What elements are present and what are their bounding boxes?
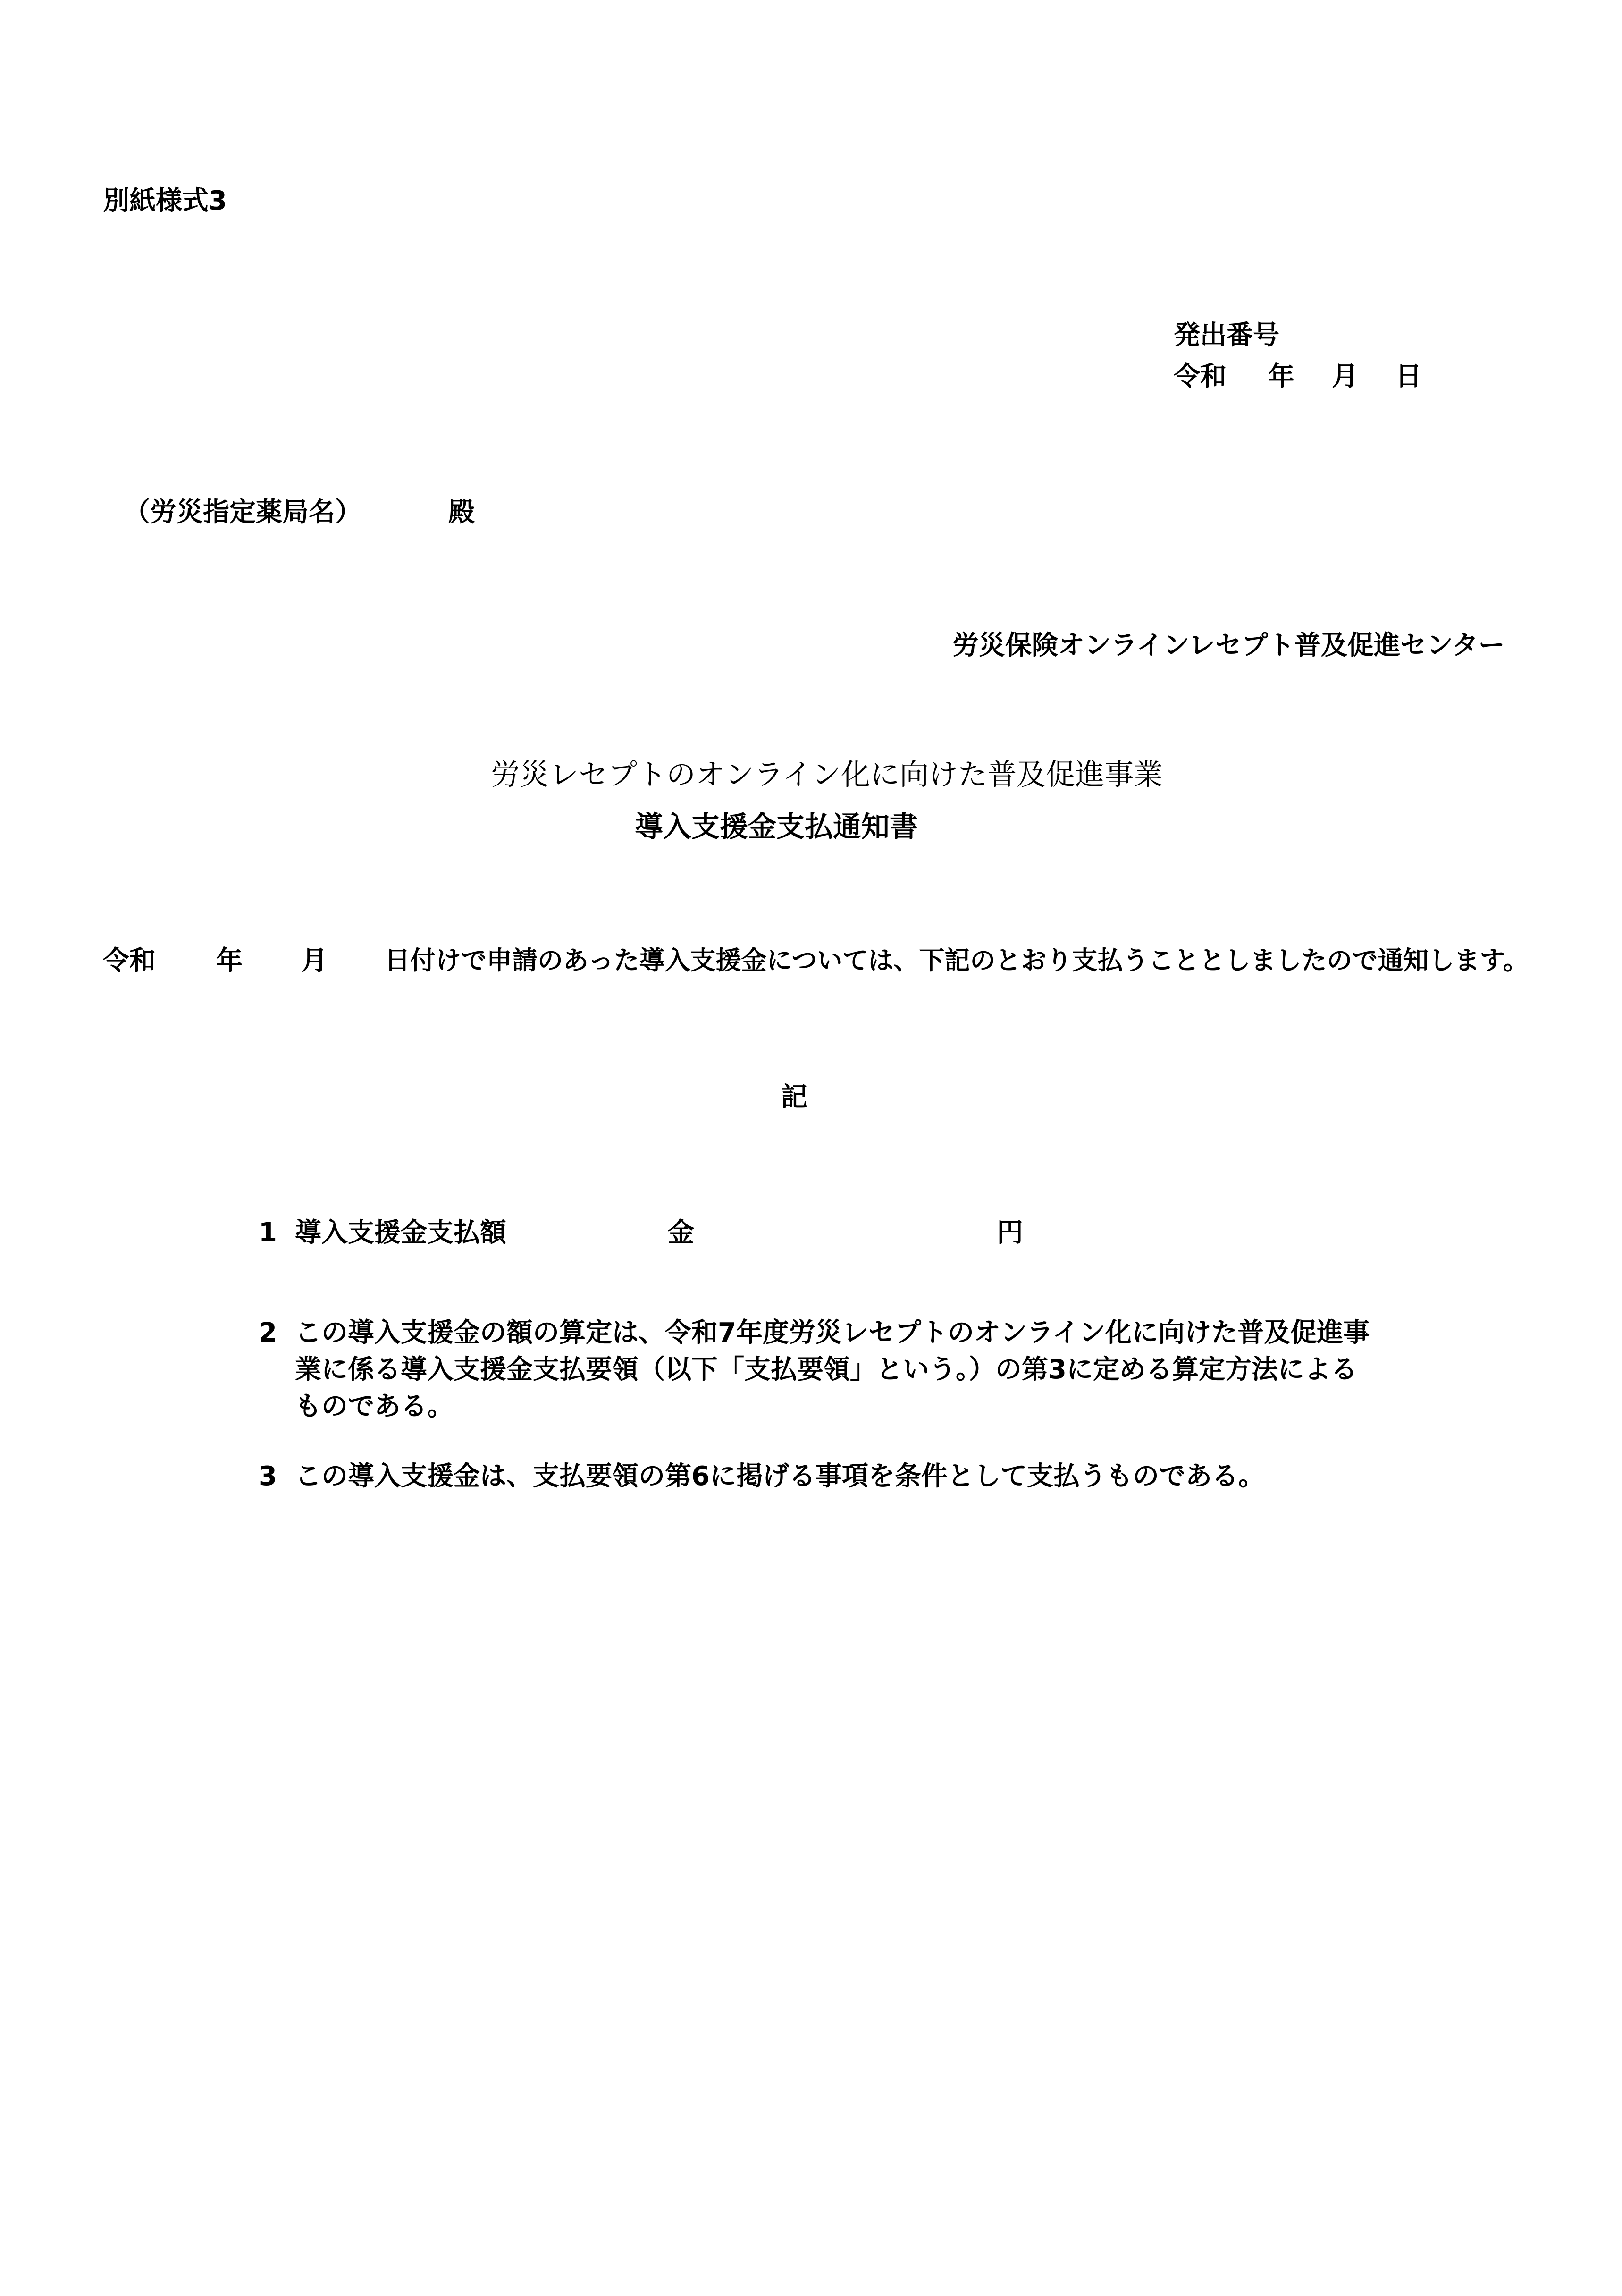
intro-month: 月 xyxy=(301,945,328,976)
issue-year: 年 xyxy=(1268,361,1294,392)
ki-heading: 記 xyxy=(781,1082,807,1113)
payment-amount-label: 導入支援金支払額 xyxy=(295,1217,506,1248)
form-label: 別紙様式3 xyxy=(103,186,227,216)
addressee-name: （労災指定薬局名） xyxy=(124,497,361,528)
kin-label: 金 xyxy=(668,1217,694,1248)
item-number: 2 xyxy=(259,1317,277,1348)
title-line1: 労災レセプトのオンライン化に向けた普及促進事業 xyxy=(491,757,1163,792)
addressee-honorific: 殿 xyxy=(448,497,475,528)
sender-name: 労災保険オンラインレセプト普及促進センター xyxy=(952,630,1505,661)
issue-month: 月 xyxy=(1332,361,1358,392)
title-line2: 導入支援金支払通知書 xyxy=(635,810,918,844)
yen-label: 円 xyxy=(997,1217,1023,1248)
item-number: 3 xyxy=(259,1461,277,1492)
intro-text: 日付けで申請のあった導入支援金については、下記のとおり支払うこととしましたので通知します。 xyxy=(385,945,1529,975)
item-text: この導入支援金は、支払要領の第6に掲げる事項を条件として支払うものである。 xyxy=(295,1461,1265,1492)
issue-day: 日 xyxy=(1395,361,1422,392)
issue-era: 令和 xyxy=(1174,361,1227,392)
intro-year: 年 xyxy=(216,945,243,976)
issue-number-label: 発出番号 xyxy=(1174,320,1279,351)
intro-era: 令和 xyxy=(103,945,156,976)
item-number: 1 xyxy=(259,1217,277,1248)
item-text: この導入支援金の額の算定は、令和7年度労災レセプトのオンライン化に向けた普及促進事業に係る導入支援金支払要領（以下「支払要領」という。）の第3に定める算定方法によるものである。 xyxy=(295,1317,1370,1422)
